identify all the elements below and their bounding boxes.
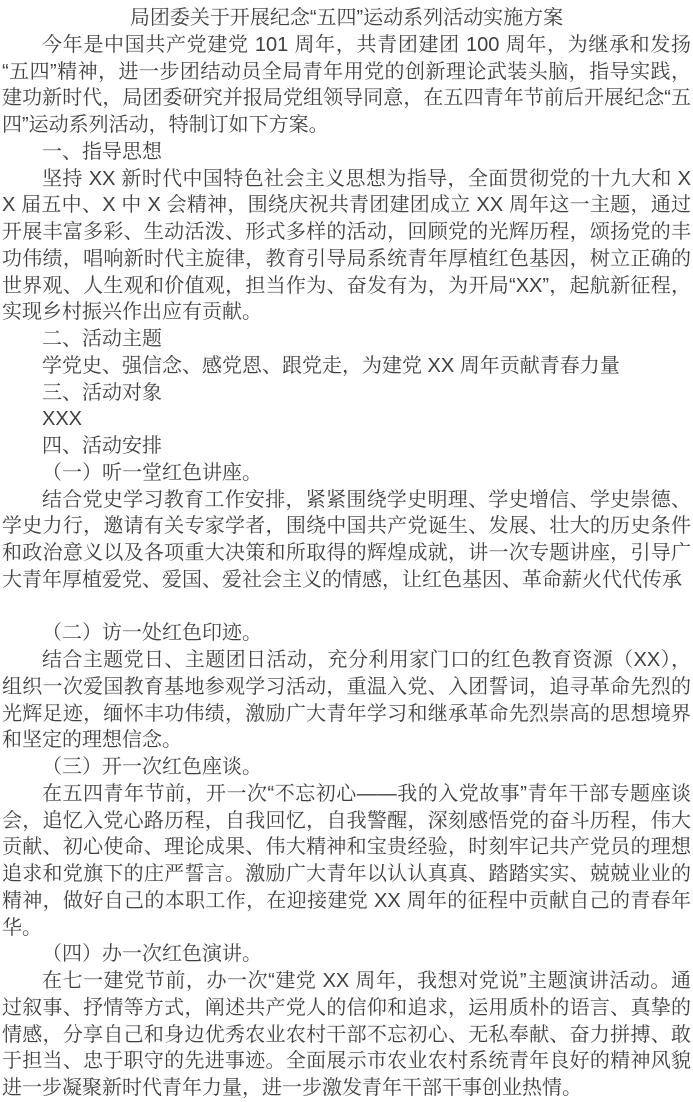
item-heading: （三）开一次红色座谈。 [42, 756, 262, 778]
item-heading: （四）办一次红色演讲。 [42, 943, 262, 966]
paragraph: 结合主题党日、主题团日活动，充分利用家门口的红色教育资源（XX），组织一次爱国教育基地参观学习活动，重温入党、入团誓词，追寻革命先烈的光辉足迹，缅怀丰功伟绩，激励广大青年学习和继承革命先烈崇高的思想境界和坚定的理想信念。 [2, 649, 691, 752]
paragraph: 学党史、强信念、感党恩、跟党走，为建党 XX 周年贡献青春力量 [42, 354, 620, 377]
item-heading: （二）访一处红色印迹。 [42, 622, 262, 645]
paragraph: 结合党史学习教育工作安排，紧紧围绕学史明理、学史增信、学史崇德、学史力行，邀请有关专家学者，围绕中国共产党诞生、发展、壮大的历史条件和政治意义以及各项重大决策和所取得的辉煌成就，讲一次专题讲座，引导广大青年厚植爱党、爱国、爱社会主义的情感，让红色基因、革命薪火代代传承 [2, 488, 691, 591]
item-heading: （一）听一堂红色讲座。 [42, 461, 262, 484]
section-heading: 一、指导思想 [42, 140, 162, 163]
paragraph: 坚持 XX 新时代中国特色社会主义思想为指导，全面贯彻党的十九大和 XX 届五中、X 中 X 会精神，围绕庆祝共青团建团成立 XX 周年这一主题，通过开展丰富多彩、生动活泼、形式多样的活动，回顾党的光辉历程，颂扬党的丰功伟绩，唱响新时代主旋律，教育引导局系统青年厚植红色基因，树立正确的世界观、人生观和价值观，担当作为、奋发有为，为开局“XX”，起航新征程，实现乡村振兴作出应有贡献。 [2, 167, 691, 324]
document-title: 局团委关于开展纪念“五四”运动系列活动实施方案 [129, 7, 564, 29]
section-heading: 三、活动对象 [42, 381, 162, 404]
paragraph: 在七一建党节前，办一次“建党 XX 周年，我想对党说”主题演讲活动。通过叙事、抒情等方式，阐述共产党人的信仰和追求，运用质朴的语言、真挚的情感，分享自己和身边优秀农业农村干部不忘初心、无私奉献、奋力拼搏、敢于担当、忠于职守的先进事迹。全面展示市农业农村系统青年良好的精神风貌进一步凝聚新时代青年力量，进一步激发青年干部干事创业热情。 [2, 970, 691, 1099]
section-heading: 二、活动主题 [42, 328, 162, 350]
blank-line [2, 594, 691, 621]
document-body [2, 32, 691, 1102]
section-heading: 四、活动安排 [42, 435, 162, 457]
paragraph: 在五四青年节前，开一次“不忘初心——我的入党故事”青年干部专题座谈会，追忆入党心路历程，自我回忆，自我警醒，深刻感悟党的奋斗历程，伟大贡献、初心使命、理论成果、伟大精神和宝贵经验，时刻牢记共产党员的理想追求和党旗下的庄严誓言。激励广大青年以认认真真、踏踏实实、兢兢业业的精神，做好自己的本职工作，在迎接建党 XX 周年的征程中贡献自己的青春年华。 [2, 782, 691, 939]
paragraph: 今年是中国共产党建党 101 周年，共青团建团 100 周年，为继承和发扬“五四”精神，进一步团结动员全局青年用党的创新理论武装头脑，指导实践，建功新时代，局团委研究并报局党组领导同意，在五四青年节前后开展纪念“五四”运动系列活动，特制订如下方案。 [2, 33, 691, 136]
paragraph: XXX [42, 408, 83, 431]
